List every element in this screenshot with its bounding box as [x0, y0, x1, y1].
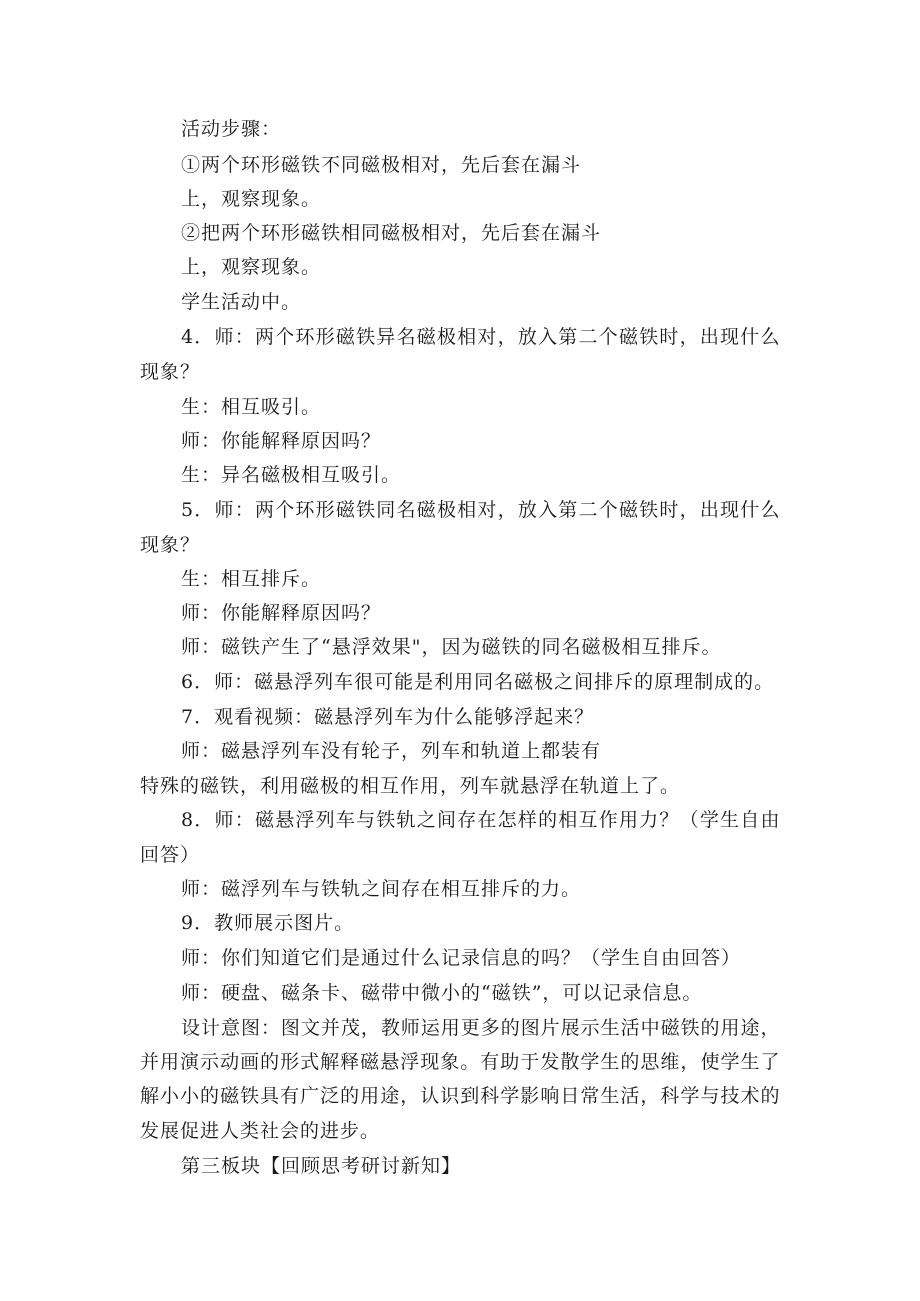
text-line: 师：磁悬浮列车没有轮子，列车和轨道上都装有 [181, 740, 602, 762]
text-line: 4．师：两个环形磁铁异名磁极相对，放入第二个磁铁时，出现什么 [181, 326, 780, 348]
text-line: ②把两个环形磁铁相同磁极相对，先后套在漏斗 [181, 222, 602, 244]
text-line: 8．师：磁悬浮列车与铁轨之间存在怎样的相互作用力？（学生自由 [181, 809, 780, 831]
text-line: 师：磁浮列车与铁轨之间存在相互排斥的力。 [181, 878, 582, 900]
text-line: 现象？ [140, 534, 201, 556]
text-line: 师：你能解释原因吗？ [181, 602, 382, 624]
text-line: 生：相互吸引。 [181, 396, 322, 418]
text-line: 师：磁铁产生了“悬浮效果"，因为磁铁的同名磁极相互排斥。 [181, 636, 722, 658]
text-line: 上，观察现象。 [181, 256, 322, 278]
text-line: 解小小的磁铁具有广泛的用途，认识到科学影响日常生活，科学与技术的 [140, 1085, 780, 1107]
text-line: 生：异名磁极相互吸引。 [181, 464, 402, 486]
text-line: ①两个环形磁铁不同磁极相对，先后套在漏斗 [181, 154, 582, 176]
text-line: 师：你们知道它们是通过什么记录信息的吗？（学生自由回答） [181, 947, 742, 969]
text-line: 活动步骤： [181, 118, 282, 140]
text-line: 发展促进人类社会的进步。 [140, 1120, 381, 1142]
text-line: 学生活动中。 [181, 291, 302, 313]
text-line: 生：相互排斥。 [181, 568, 322, 590]
text-line: 上，观察现象。 [181, 188, 322, 210]
text-line: 设计意图：图文并茂，教师运用更多的图片展示生活中磁铁的用途， [181, 1017, 780, 1039]
text-line: 9．教师展示图片。 [181, 912, 355, 934]
text-line: 回答） [140, 844, 201, 866]
text-line: 6．师：磁悬浮列车很可能是利用同名磁极之间排斥的原理制成的。 [181, 671, 775, 693]
text-line: 师：你能解释原因吗？ [181, 430, 382, 452]
section-heading: 第三板块【回顾思考研讨新知】 [181, 1155, 462, 1177]
text-line: 5．师：两个环形磁铁同名磁极相对，放入第二个磁铁时，出现什么 [181, 499, 780, 521]
text-line: 特殊的磁铁，利用磁极的相互作用，列车就悬浮在轨道上了。 [140, 775, 681, 797]
text-line: 并用演示动画的形式解释磁悬浮现象。有助于发散学生的思维，使学生了 [140, 1051, 780, 1073]
text-line: 7．观看视频：磁悬浮列车为什么能够浮起来？ [181, 706, 595, 728]
text-line: 现象？ [140, 361, 201, 383]
text-line: 师：硬盘、磁条卡、磁带中微小的“磁铁”，可以记录信息。 [181, 982, 703, 1004]
